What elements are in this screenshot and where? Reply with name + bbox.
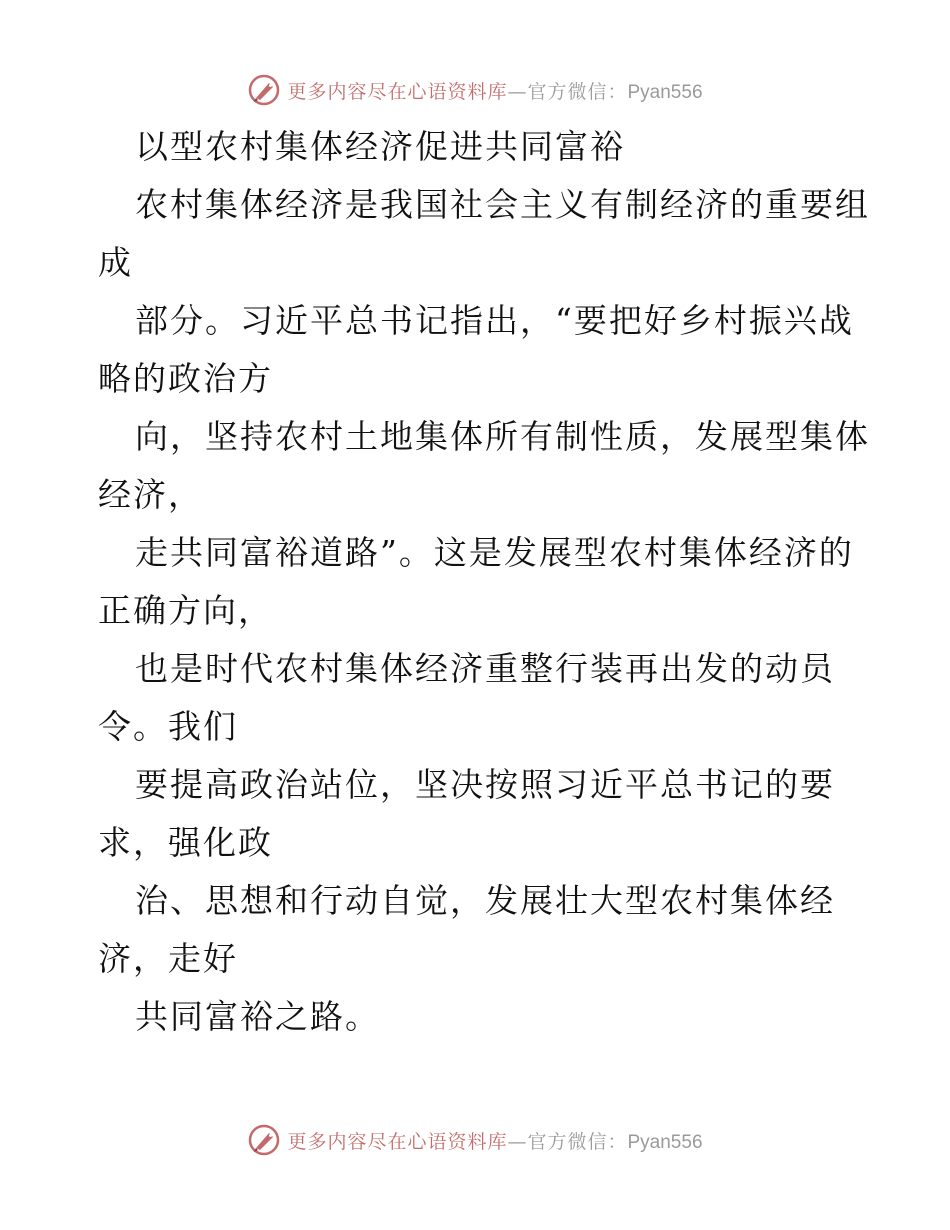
text-line: 成	[98, 243, 133, 282]
header-banner	[0, 70, 950, 110]
text-line: 共同富裕之路。	[135, 997, 380, 1036]
document-title: 以型农村集体经济促进共同富裕	[135, 127, 625, 166]
document-body	[98, 118, 870, 1046]
text-line: 农村集体经济是我国社会主义有制经济的重要组	[135, 185, 870, 224]
text-line: 也是时代农村集体经济重整行装再出发的动员	[135, 649, 835, 688]
text-line: 济，走好	[98, 939, 238, 978]
banner-text: 更多内容尽在心语资料库—官方微信：Pyan556	[287, 1130, 703, 1153]
text-line: 要提高政治站位，坚决按照习近平总书记的要	[135, 765, 835, 804]
text-line: 向，坚持农村土地集体所有制性质，发展型集体	[135, 417, 870, 456]
text-line: 略的政治方	[98, 359, 273, 398]
text-line: 经济，	[98, 475, 203, 514]
text-line: 求，强化政	[98, 823, 273, 862]
text-line: 正确方向，	[98, 591, 273, 630]
text-line: 部分。习近平总书记指出，“要把好乡村振兴战	[135, 301, 854, 340]
footer-banner	[0, 1120, 950, 1160]
text-line: 治、思想和行动自觉，发展壮大型农村集体经	[135, 881, 835, 920]
banner-text: 更多内容尽在心语资料库—官方微信：Pyan556	[287, 80, 703, 103]
text-line: 走共同富裕道路”。这是发展型农村集体经济的	[135, 533, 854, 572]
pen-logo-icon	[247, 73, 281, 107]
text-line: 令。我们	[98, 707, 238, 746]
pen-logo-icon	[247, 1123, 281, 1157]
